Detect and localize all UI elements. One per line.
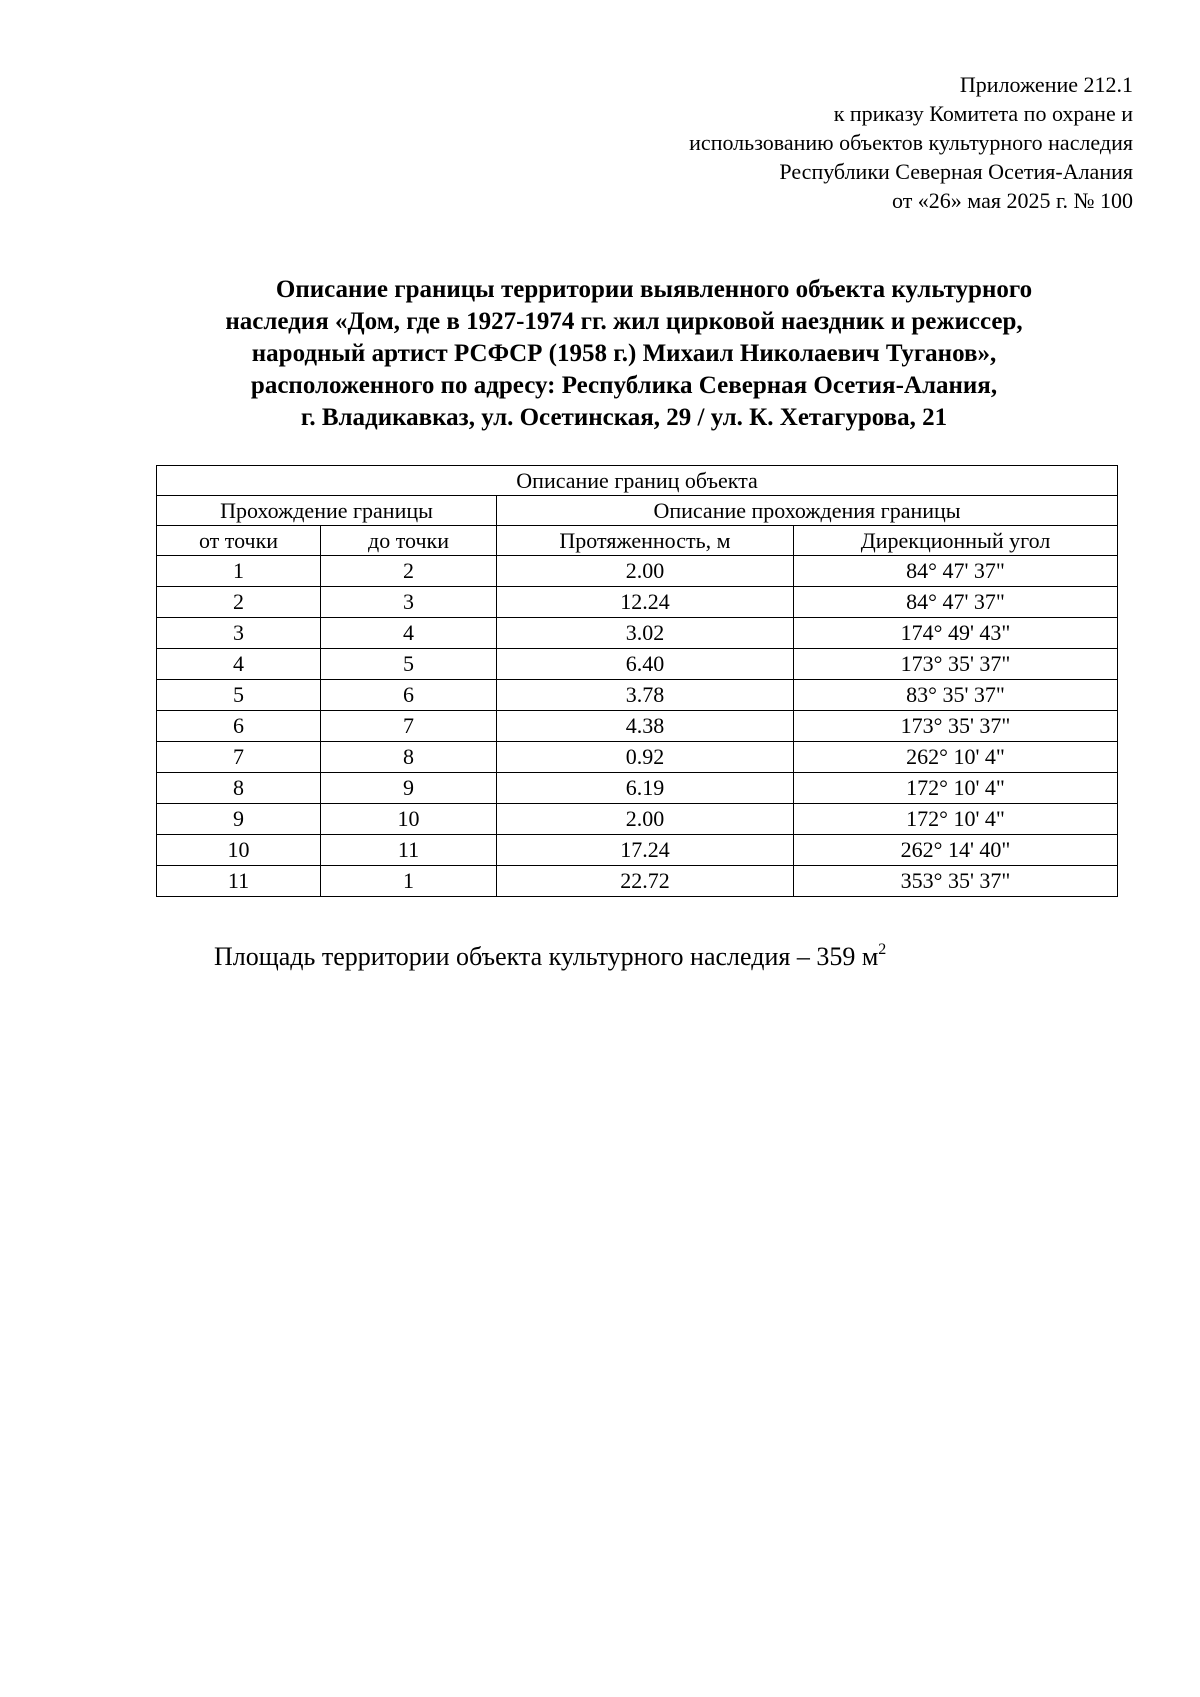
cell-length: 2.00 xyxy=(497,556,794,587)
title-line: народный артист РСФСР (1958 г.) Михаил Николаевич Туганов», xyxy=(251,340,997,367)
area-superscript: 2 xyxy=(878,941,887,958)
table-row xyxy=(157,773,1118,804)
title-line: расположенного по адресу: Республика Северная Осетия-Алания, xyxy=(250,372,998,399)
column-header-from-point: от точки xyxy=(157,526,321,556)
cell-direction-angle: 172° 10' 4" xyxy=(794,773,1118,804)
cell-from-point: 5 xyxy=(157,680,321,711)
cell-to-point: 9 xyxy=(321,773,497,804)
cell-from-point: 3 xyxy=(157,618,321,649)
appendix-line: использованию объектов культурного наследия xyxy=(689,130,1133,155)
cell-from-point: 7 xyxy=(157,742,321,773)
cell-from-point: 9 xyxy=(157,804,321,835)
title-line: Описание границы территории выявленного объекта культурного xyxy=(275,276,1033,303)
appendix-header xyxy=(433,70,1133,215)
cell-from-point: 1 xyxy=(157,556,321,587)
table-row xyxy=(157,742,1118,773)
cell-from-point: 4 xyxy=(157,649,321,680)
cell-length: 3.78 xyxy=(497,680,794,711)
cell-to-point: 3 xyxy=(321,587,497,618)
cell-direction-angle: 83° 35' 37" xyxy=(794,680,1118,711)
appendix-line: Республики Северная Осетия-Алания xyxy=(779,159,1133,184)
table-group-row xyxy=(157,496,1118,526)
cell-length: 4.38 xyxy=(497,711,794,742)
cell-to-point: 2 xyxy=(321,556,497,587)
title-line: г. Владикавказ, ул. Осетинская, 29 / ул. К. Хетагурова, 21 xyxy=(300,404,948,431)
cell-to-point: 6 xyxy=(321,680,497,711)
title-line: наследия «Дом, где в 1927-1974 гг. жил цирковой наездник и режиссер, xyxy=(225,308,1023,335)
cell-length: 12.24 xyxy=(497,587,794,618)
cell-direction-angle: 172° 10' 4" xyxy=(794,804,1118,835)
cell-length: 0.92 xyxy=(497,742,794,773)
cell-to-point: 1 xyxy=(321,866,497,897)
area-statement xyxy=(214,940,886,974)
cell-length: 6.40 xyxy=(497,649,794,680)
table-row xyxy=(157,649,1118,680)
cell-length: 2.00 xyxy=(497,804,794,835)
cell-direction-angle: 84° 47' 37" xyxy=(794,556,1118,587)
cell-from-point: 8 xyxy=(157,773,321,804)
appendix-line: к приказу Комитета по охране и xyxy=(833,101,1133,126)
group-header-passage: Прохождение границы xyxy=(157,496,497,526)
table-caption-row xyxy=(157,466,1118,496)
table-row xyxy=(157,680,1118,711)
column-header-length: Протяженность, м xyxy=(497,526,794,556)
cell-from-point: 11 xyxy=(157,866,321,897)
cell-to-point: 10 xyxy=(321,804,497,835)
cell-to-point: 7 xyxy=(321,711,497,742)
table-row xyxy=(157,835,1118,866)
cell-direction-angle: 84° 47' 37" xyxy=(794,587,1118,618)
table-row xyxy=(157,866,1118,897)
cell-direction-angle: 173° 35' 37" xyxy=(794,649,1118,680)
table-row xyxy=(157,804,1118,835)
cell-direction-angle: 262° 10' 4" xyxy=(794,742,1118,773)
appendix-line: Приложение 212.1 xyxy=(959,72,1133,97)
cell-from-point: 2 xyxy=(157,587,321,618)
table-header-row xyxy=(157,526,1118,556)
table-row xyxy=(157,711,1118,742)
document-title xyxy=(150,274,1098,434)
cell-length: 3.02 xyxy=(497,618,794,649)
table-row xyxy=(157,587,1118,618)
area-text: Площадь территории объекта культурного наследия – 359 м xyxy=(214,942,879,971)
appendix-line: от «26» мая 2025 г. № 100 xyxy=(891,188,1133,213)
cell-direction-angle: 174° 49' 43" xyxy=(794,618,1118,649)
boundary-table xyxy=(156,465,1118,897)
cell-direction-angle: 353° 35' 37" xyxy=(794,866,1118,897)
cell-to-point: 5 xyxy=(321,649,497,680)
table-row xyxy=(157,556,1118,587)
cell-from-point: 6 xyxy=(157,711,321,742)
cell-length: 22.72 xyxy=(497,866,794,897)
table-row xyxy=(157,618,1118,649)
table-caption: Описание границ объекта xyxy=(157,466,1118,496)
group-header-description: Описание прохождения границы xyxy=(497,496,1118,526)
cell-length: 17.24 xyxy=(497,835,794,866)
cell-direction-angle: 173° 35' 37" xyxy=(794,711,1118,742)
cell-to-point: 11 xyxy=(321,835,497,866)
cell-from-point: 10 xyxy=(157,835,321,866)
cell-to-point: 4 xyxy=(321,618,497,649)
cell-length: 6.19 xyxy=(497,773,794,804)
cell-to-point: 8 xyxy=(321,742,497,773)
column-header-to-point: до точки xyxy=(321,526,497,556)
cell-direction-angle: 262° 14' 40" xyxy=(794,835,1118,866)
column-header-direction-angle: Дирекционный угол xyxy=(794,526,1118,556)
